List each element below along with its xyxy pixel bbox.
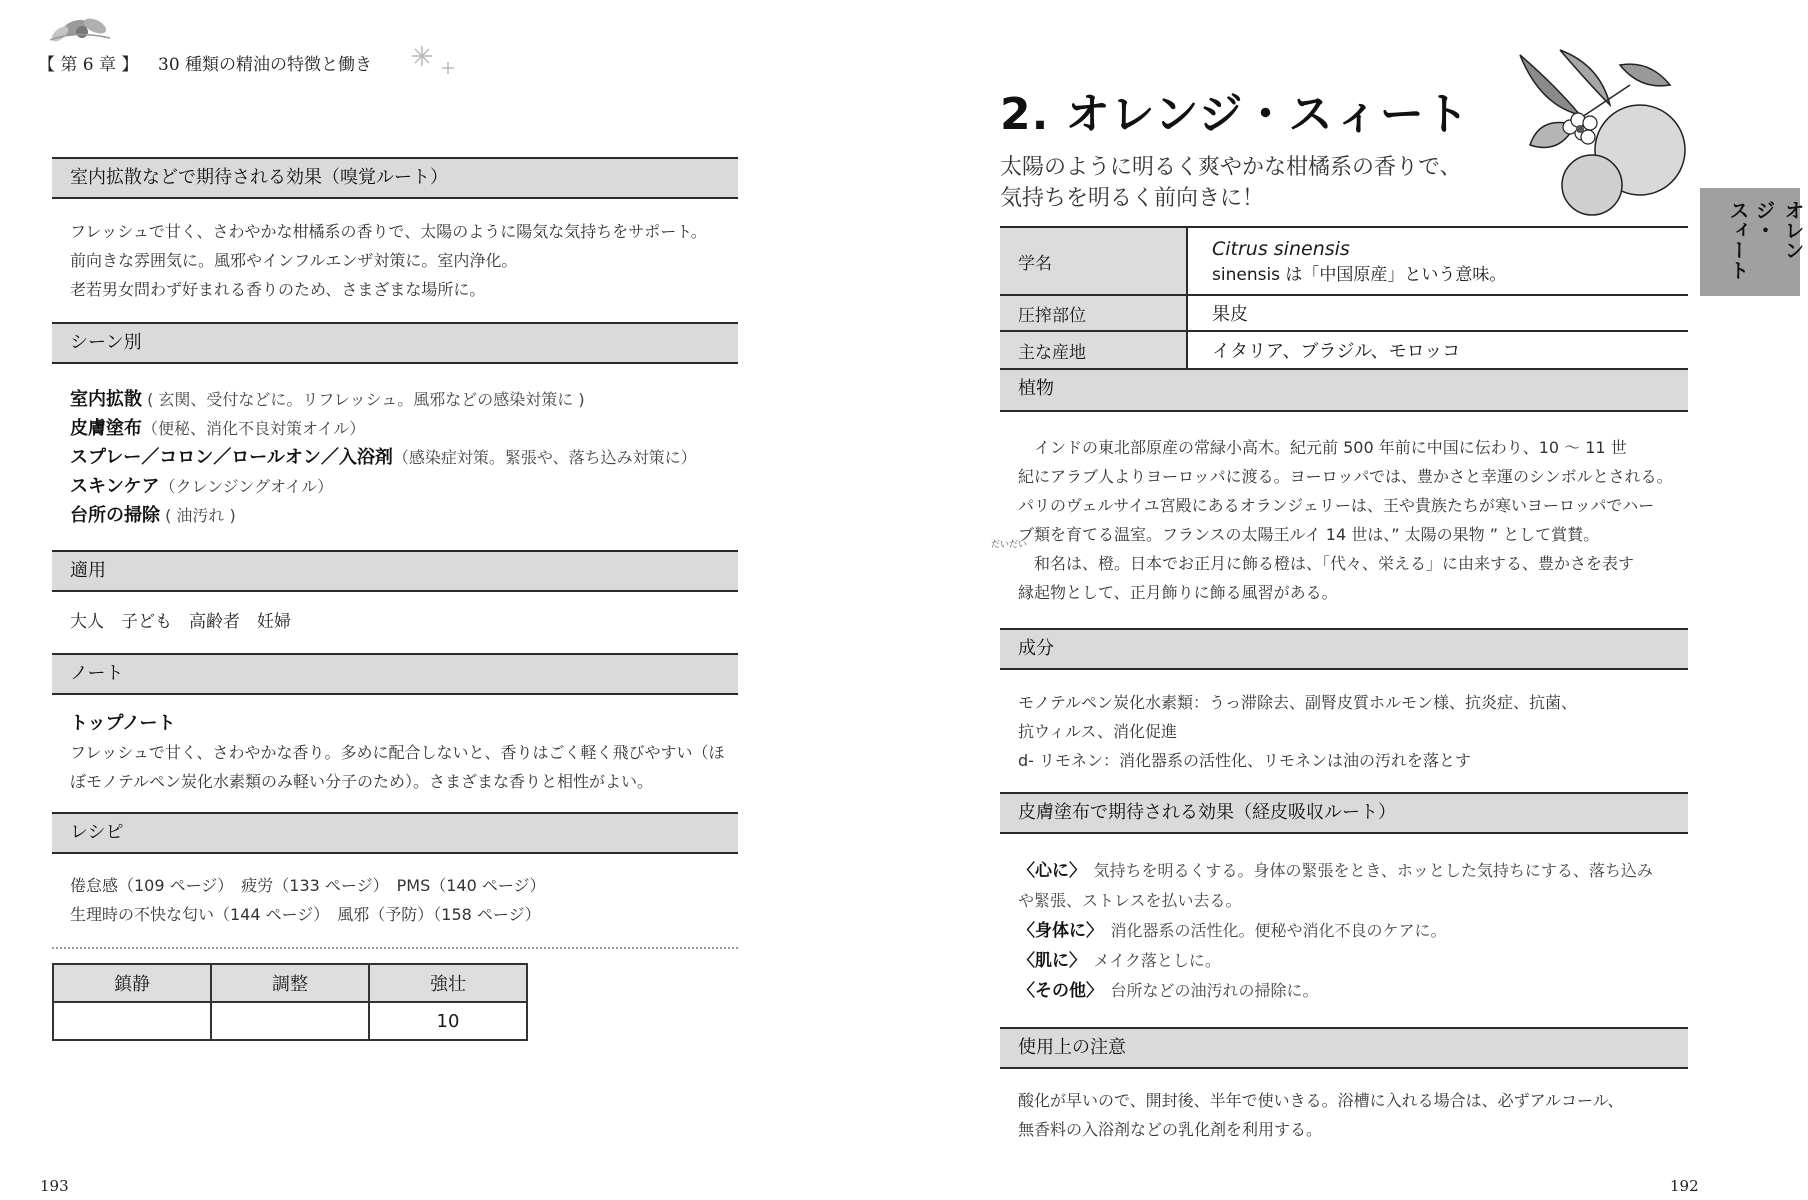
usage-text: 大人 子ども 高齢者 妊婦 (70, 612, 291, 632)
left-page (0, 0, 900, 1200)
table-row (53, 1002, 527, 1040)
subtitle-line: 気持ちを明るく前向きに！ (1000, 186, 1265, 211)
text-line: 紀にアラブ人よりヨーロッパに渡る。ヨーロッパでは、豊かさと幸運のシンボルとされる。 (1018, 467, 1673, 486)
text-line: 老若男女問わず好まれる香りのため、さまざまな場所に。 (70, 280, 486, 299)
scene-note: （便秘、消化不良対策オイル） (142, 419, 366, 438)
text-line: インドの東北部原産の常緑小高木。紀元前 500 年前に中国に伝わり、10 〜 11 世 (1018, 438, 1627, 457)
text-line: 抗ウィルス、消化促進 (1018, 722, 1178, 741)
scene-label: 室内拡散 (70, 389, 142, 410)
olfactory-text (70, 217, 730, 304)
skin-text: 消化器系の活性化。便秘や消化不良のケアに。 (1094, 921, 1447, 940)
scene-label: 台所の掃除 (70, 505, 160, 526)
text-line: フレッシュで甘く、さわやかな柑橘系の香りで、太陽のように陽気な気持ちをサポート。 (70, 222, 707, 241)
page-subtitle (1000, 152, 1462, 214)
skin-text: 気持ちを明るくする。身体の緊張をとき、ホッとした気持ちにする、落ち込み (1077, 861, 1653, 880)
skin-label: 〈その他〉 (1018, 981, 1095, 1001)
side-tab-line: オレンジ・ (1752, 200, 1805, 260)
text-line: フレッシュで甘く、さわやかな香り。多めに配合しないと、香りはごく軽く飛びやすい（ほ (70, 743, 725, 762)
section-heading-note: ノート (52, 653, 738, 695)
section-heading-skin: 皮膚塗布で期待される効果（経皮吸収ルート） (1000, 792, 1688, 834)
section-heading-olfactory: 室内拡散などで期待される効果（嗅覚ルート） (52, 157, 738, 199)
list-item (1018, 856, 1708, 886)
skin-label: 〈心に〉 (1018, 861, 1078, 881)
text-line: 和名は、橙。日本でお正月に飾る橙は、「代々、栄える」に由来する、豊かさを表す (1018, 554, 1635, 573)
side-tab-line: スィート (1726, 200, 1750, 280)
flower-decoration-icon (30, 10, 120, 50)
text-line: パリのヴェルサイユ宮殿にあるオランジェリーは、王や貴族たちが寒いヨーロッパでハー (1018, 496, 1655, 515)
table-row (53, 964, 527, 1002)
ruby-reading: だいだい (991, 540, 1028, 550)
list-item (70, 414, 760, 443)
skin-text: や緊張、ストレスを払い去る。 (1018, 891, 1242, 910)
text-line: 縁起物として、正月飾りに飾る風習がある。 (1018, 583, 1338, 602)
section-heading-components: 成分 (1000, 628, 1688, 670)
scene-note: ( 玄関、受付などに。リフレッシュ。風邪などの感染対策に ) (142, 390, 585, 409)
scientific-name: Citrus sinensis (1212, 237, 1350, 260)
section-heading-scenes: シーン別 (52, 322, 738, 364)
subtitle-line: 太陽のように明るく爽やかな柑橘系の香りで、 (1000, 155, 1462, 180)
text-line: d- リモネン：消化器系の活性化、リモネンは油の汚れを落とす (1018, 751, 1472, 770)
list-item (1018, 916, 1708, 946)
list-item (70, 443, 760, 472)
skin-text: メイク落としに。 (1077, 951, 1221, 970)
scene-label: スプレー／コロン／ロールオン／入浴剤 (70, 447, 393, 468)
orange-illustration-icon (1500, 45, 1690, 215)
info-label: 主な産地 (1000, 332, 1188, 368)
components-text (1018, 688, 1698, 775)
caution-text (1018, 1086, 1698, 1144)
note-title: トップノート (70, 713, 176, 734)
section-heading-usage: 適用 (52, 550, 738, 592)
info-row-part (1000, 296, 1688, 332)
info-row-origin (1000, 332, 1688, 370)
list-item (1018, 946, 1708, 976)
side-tab (1700, 188, 1805, 296)
scene-note: （感染症対策。緊張や、落ち込み対策に） (392, 448, 697, 467)
text-line: 無香料の入浴剤などの乳化剤を利用する。 (1018, 1120, 1323, 1139)
info-label: 学名 (1000, 228, 1188, 294)
skin-label: 〈肌に〉 (1018, 951, 1078, 971)
chapter-label: 【 第 6 章 】 (38, 55, 139, 75)
tone-table (52, 963, 528, 1041)
skin-label: 〈身体に〉 (1018, 921, 1095, 941)
page-title: 2. オレンジ・スィート (1000, 89, 1470, 140)
dotted-divider (52, 947, 738, 949)
section-heading-plant: 植物 (1000, 370, 1688, 412)
page-number: 193 (40, 1177, 69, 1195)
recipe-text (70, 871, 546, 929)
scene-note: ( 油汚れ ) (160, 506, 236, 525)
info-value (1188, 228, 1688, 294)
table-cell: 10 (369, 1002, 527, 1040)
note-block (70, 709, 750, 796)
table-header-sedative: 鎮静 (53, 964, 211, 1002)
skin-text: 台所などの油汚れの掃除に。 (1094, 981, 1319, 1000)
scene-label: 皮膚塗布 (70, 418, 142, 439)
info-label: 圧搾部位 (1000, 296, 1188, 330)
scientific-note: sinensis は「中国原産」という意味。 (1212, 264, 1507, 285)
scene-note: （クレンジングオイル） (159, 477, 334, 496)
plant-text (1018, 433, 1698, 607)
right-page (900, 0, 1805, 1200)
list-item (70, 472, 760, 501)
list-item (70, 501, 760, 530)
chapter-title: 30 種類の精油の特徴と働き (158, 55, 373, 75)
scene-list (70, 385, 760, 530)
skin-list (1018, 856, 1708, 1006)
snowflake-icon (410, 42, 460, 76)
text-line: モノテルペン炭化水素類：うっ滞除去、副腎皮質ホルモン様、抗炎症、抗菌、 (1018, 693, 1578, 712)
info-value: イタリア、ブラジル、モロッコ (1212, 341, 1461, 362)
info-row-scientific (1000, 228, 1688, 296)
text-line: ぼモノテルペン炭化水素類のみ軽い分子のため）。さまざまな香りと相性がよい。 (70, 772, 654, 791)
text-line: ブ類を育てる温室。フランスの太陽王ルイ 14 世は、” 太陽の果物 ” として賞賛。 (1018, 525, 1600, 544)
text-line: 生理時の不快な匂い（144 ページ） 風邪（予防）（158 ページ） (70, 905, 541, 924)
list-item (1018, 886, 1708, 916)
text-line: 倦怠感（109 ページ） 疲労（133 ページ） PMS（140 ページ） (70, 876, 546, 895)
scene-label: スキンケア (70, 476, 160, 497)
section-heading-caution: 使用上の注意 (1000, 1027, 1688, 1069)
table-cell (211, 1002, 369, 1040)
table-header-tonic: 強壮 (369, 964, 527, 1002)
text-line: 酸化が早いので、開封後、半年で使いきる。浴槽に入れる場合は、必ずアルコール、 (1018, 1091, 1624, 1110)
info-value: 果皮 (1212, 304, 1248, 325)
list-item (1018, 976, 1708, 1006)
list-item (70, 385, 760, 414)
text-line: 前向きな雰囲気に。風邪やインフルエンザ対策に。室内浄化。 (70, 251, 518, 270)
table-cell (53, 1002, 211, 1040)
page-number: 192 (1670, 1177, 1699, 1195)
section-heading-recipe: レシピ (52, 812, 738, 854)
table-header-balancing: 調整 (211, 964, 369, 1002)
